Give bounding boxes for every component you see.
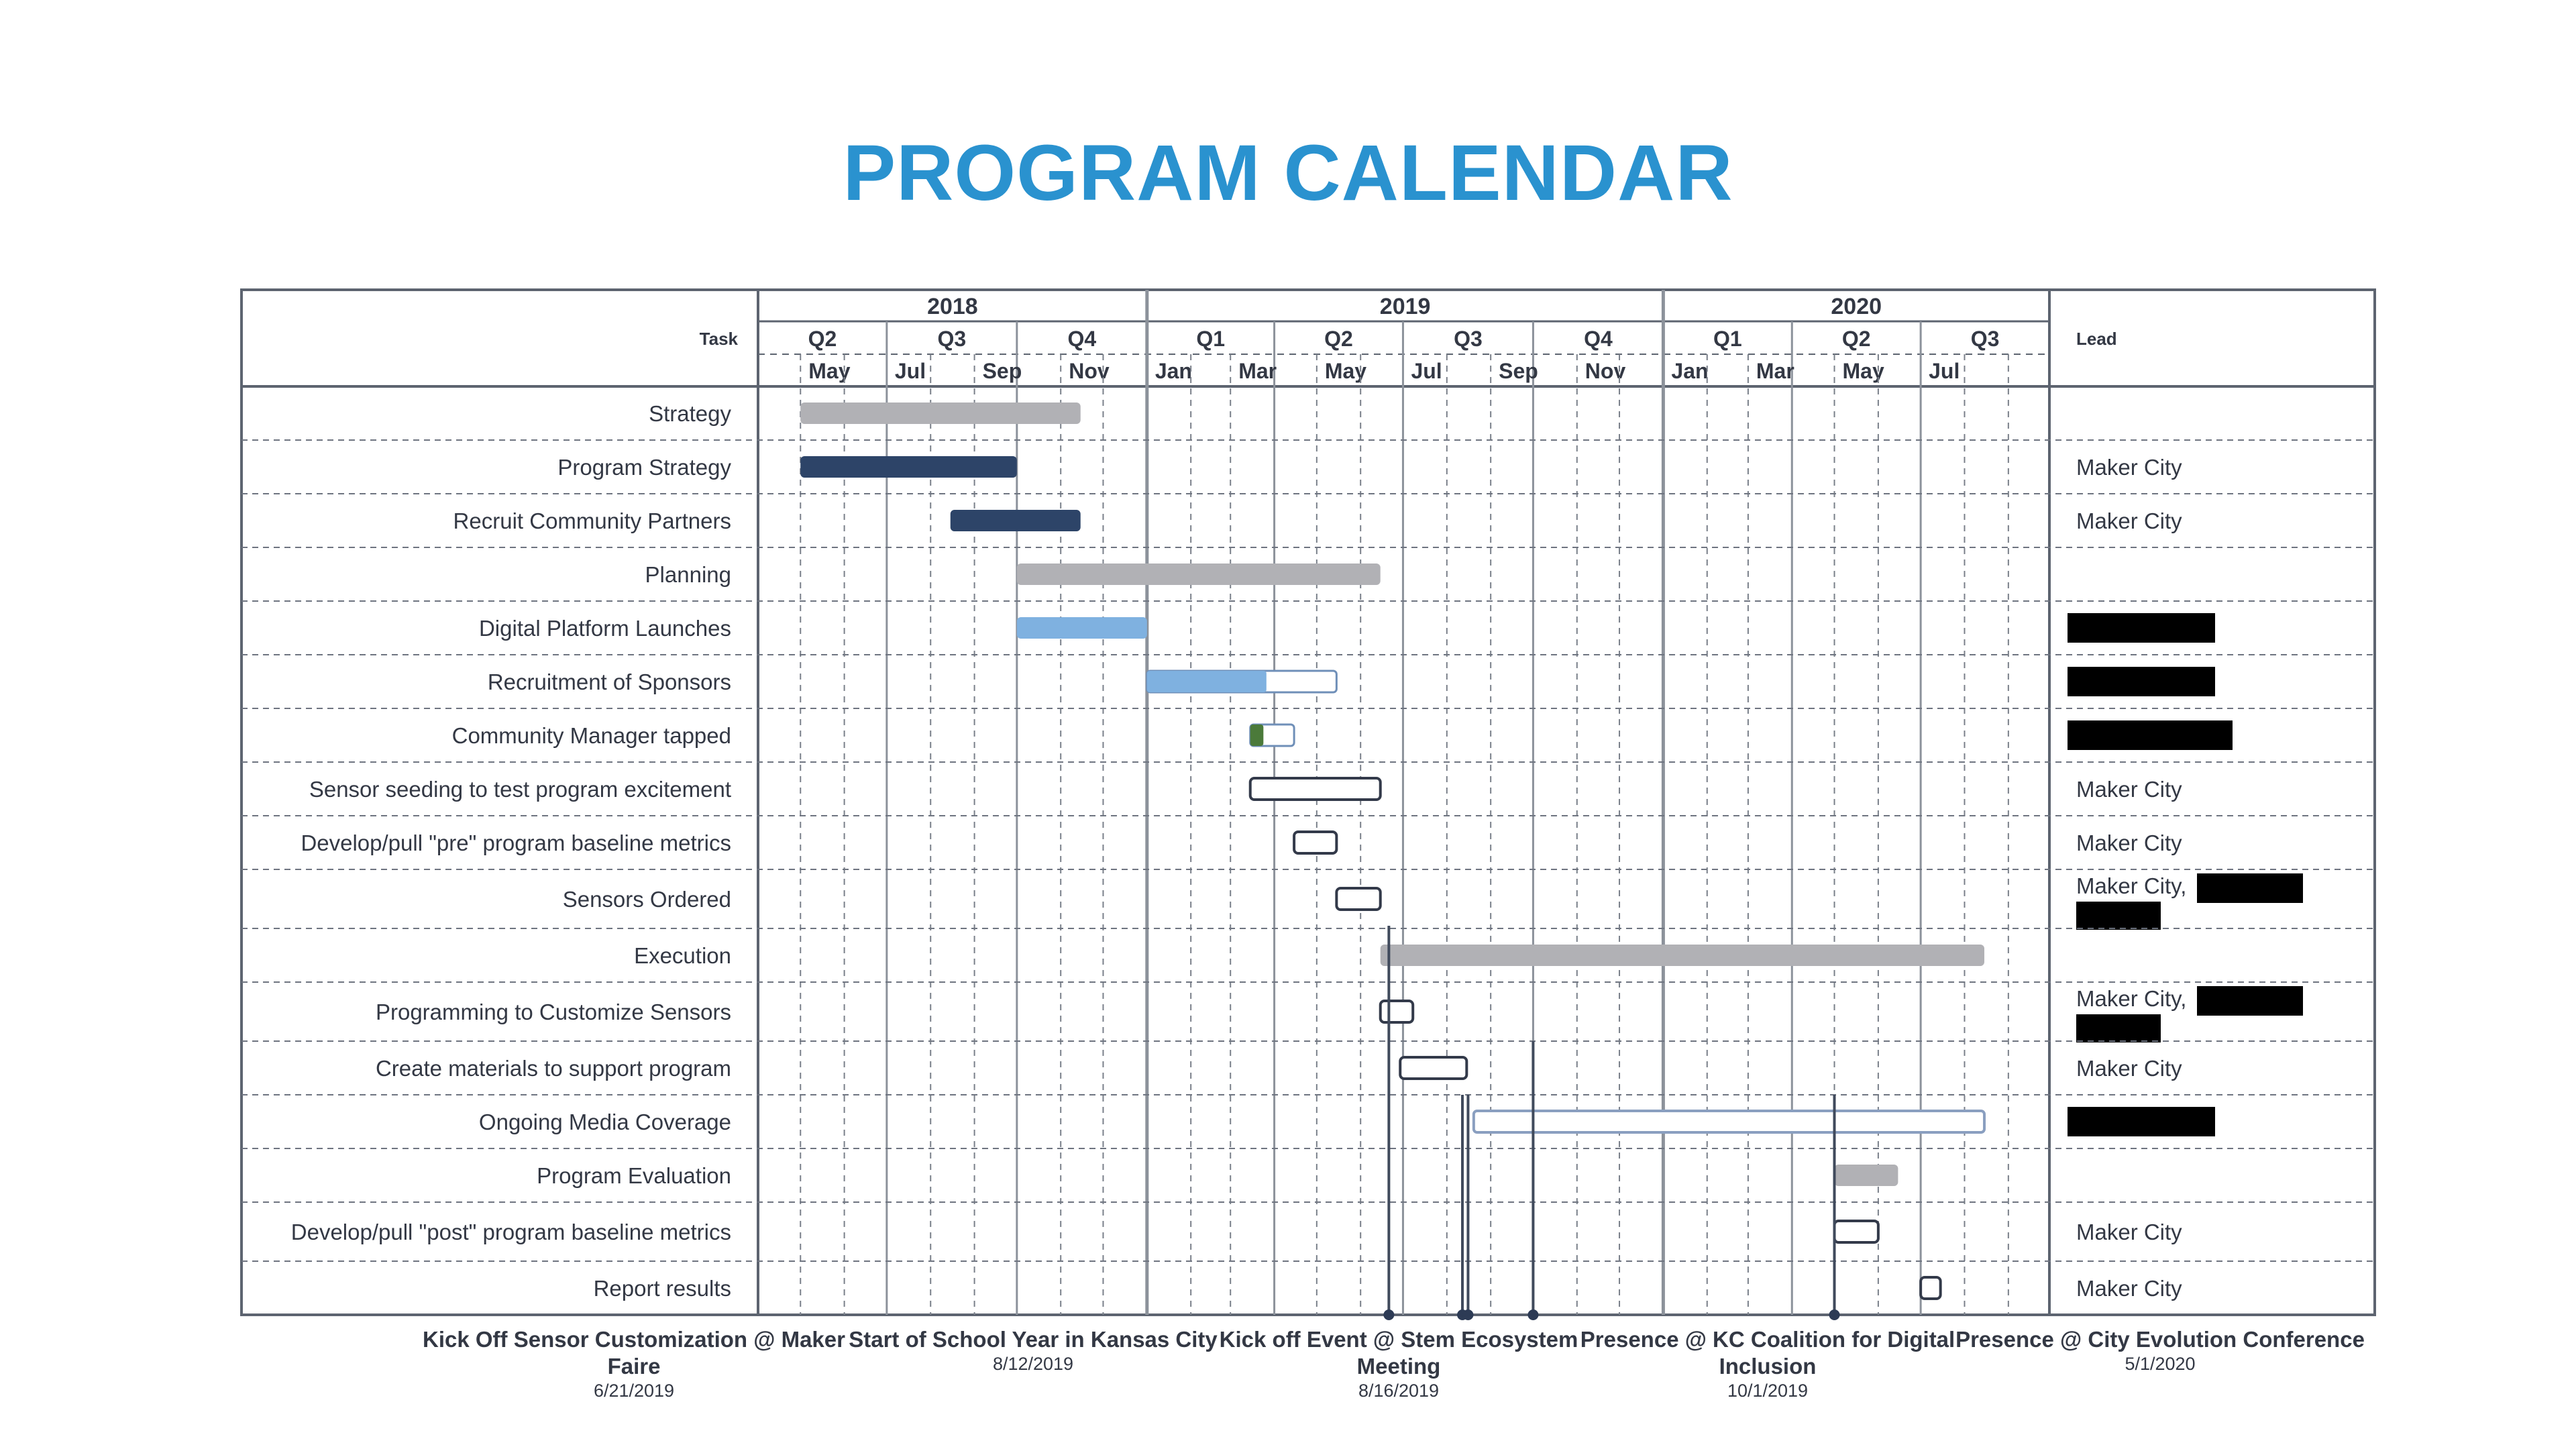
chart-frame (241, 290, 2375, 1315)
redaction-block (2068, 613, 2215, 643)
task-name: Digital Platform Launches (478, 616, 731, 641)
redaction-block (2076, 1014, 2161, 1042)
task-name: Community Manager tapped (451, 723, 731, 748)
year-label-2020: 2020 (1831, 294, 1882, 319)
task-bar-progress (1147, 671, 1267, 692)
lead-text: Maker City (2076, 1276, 2182, 1301)
task-name: Execution (634, 943, 731, 968)
task-bar-outline (1381, 1001, 1413, 1022)
milestone-title: Kick Off Sensor Customization @ Maker (423, 1327, 845, 1352)
milestone-title: Inclusion (1719, 1354, 1817, 1379)
lead-column-header: Lead (2076, 329, 2117, 349)
milestone-title: Presence @ KC Coalition for Digital (1580, 1327, 1955, 1352)
task-name: Ongoing Media Coverage (478, 1110, 731, 1134)
month-label: Sep (982, 359, 1022, 383)
quarter-label: Q3 (937, 327, 967, 351)
task-name: Program Evaluation (537, 1163, 731, 1188)
task-bar (1017, 617, 1147, 639)
task-name: Strategy (649, 401, 731, 426)
milestone-date: 8/16/2019 (1358, 1381, 1440, 1401)
redaction-block (2076, 902, 2161, 930)
task-name: Programming to Customize Sensors (375, 1000, 731, 1024)
task-bar (1835, 1165, 1898, 1186)
month-label: Jul (894, 359, 926, 383)
month-label: Nov (1585, 359, 1626, 383)
quarter-label: Q2 (808, 327, 837, 351)
month-label: Jan (1671, 359, 1709, 383)
milestone-title: Start of School Year in Kansas City (849, 1327, 1218, 1352)
month-label: May (1842, 359, 1884, 383)
lead-text: Maker City (2076, 830, 2182, 855)
month-label: Nov (1069, 359, 1110, 383)
task-bar (1017, 564, 1381, 585)
task-name: Develop/pull "post" program baseline metrics (290, 1220, 731, 1244)
quarter-label: Q1 (1196, 327, 1226, 351)
quarter-label: Q2 (1841, 327, 1871, 351)
lead-text: Maker City (2076, 508, 2182, 533)
task-bar-outline (1250, 778, 1381, 800)
lead-text: Maker City (2076, 777, 2182, 802)
month-label: Sep (1499, 359, 1538, 383)
task-bar-outline (1400, 1057, 1466, 1079)
task-bar-progress (1250, 724, 1264, 746)
page-title: PROGRAM CALENDAR (843, 129, 1733, 217)
month-label: May (1324, 359, 1367, 383)
lead-text: Maker City (2076, 1220, 2182, 1244)
task-column-header: Task (699, 329, 738, 349)
quarter-label: Q2 (1324, 327, 1353, 351)
milestone-marker (1462, 1309, 1473, 1320)
redaction-block (2197, 873, 2303, 903)
lead-text: Maker City (2076, 455, 2182, 480)
task-bar (1381, 945, 1984, 966)
lead-text: Maker City, (2076, 873, 2187, 898)
year-label-2019: 2019 (1379, 294, 1431, 319)
milestone-date: 10/1/2019 (1727, 1381, 1809, 1401)
redaction-block (2068, 720, 2233, 750)
quarter-label: Q3 (1454, 327, 1483, 351)
redaction-block (2197, 986, 2303, 1016)
task-name: Report results (593, 1276, 731, 1301)
task-name: Recruit Community Partners (453, 508, 731, 533)
task-bar-outline (1835, 1221, 1878, 1242)
milestone-title: Faire (607, 1354, 661, 1379)
month-label: Jan (1155, 359, 1192, 383)
redaction-block (2068, 1107, 2215, 1136)
milestone-title: Meeting (1356, 1354, 1441, 1379)
milestone-title: Kick off Event @ Stem Ecosystem (1219, 1327, 1578, 1352)
quarter-label: Q4 (1584, 327, 1613, 351)
quarter-label: Q1 (1713, 327, 1742, 351)
task-name: Develop/pull "pre" program baseline metrics (301, 830, 731, 855)
task-name: Planning (645, 562, 731, 587)
milestone-date: 6/21/2019 (593, 1381, 675, 1401)
task-name: Sensors Ordered (562, 887, 731, 912)
milestone-marker (1829, 1309, 1840, 1320)
milestone-marker (1527, 1309, 1538, 1320)
task-bar-outline (1294, 832, 1336, 853)
task-name: Create materials to support program (375, 1056, 731, 1081)
month-label: Jul (1929, 359, 1960, 383)
task-bar (800, 456, 1017, 478)
task-bar (951, 510, 1081, 531)
milestone-date: 8/12/2019 (992, 1354, 1074, 1374)
month-label: Jul (1411, 359, 1442, 383)
task-name: Sensor seeding to test program excitement (309, 777, 731, 802)
task-name: Program Strategy (557, 455, 731, 480)
lead-text: Maker City (2076, 1056, 2182, 1081)
redaction-block (2068, 667, 2215, 696)
milestone-title: Presence @ City Evolution Conference (1955, 1327, 2365, 1352)
month-label: May (808, 359, 851, 383)
quarter-label: Q4 (1067, 327, 1097, 351)
task-name: Recruitment of Sponsors (487, 669, 731, 694)
task-bar-outline (1474, 1111, 1984, 1132)
year-label-2018: 2018 (927, 294, 978, 319)
task-bar (800, 402, 1080, 424)
task-bar-outline (1921, 1277, 1941, 1299)
milestone-marker (1383, 1309, 1394, 1320)
milestone-date: 5/1/2020 (2125, 1354, 2196, 1374)
month-label: Mar (1756, 359, 1794, 383)
lead-text: Maker City, (2076, 986, 2187, 1011)
task-bar-outline (1336, 888, 1380, 910)
month-label: Mar (1238, 359, 1277, 383)
quarter-label: Q3 (1970, 327, 2000, 351)
